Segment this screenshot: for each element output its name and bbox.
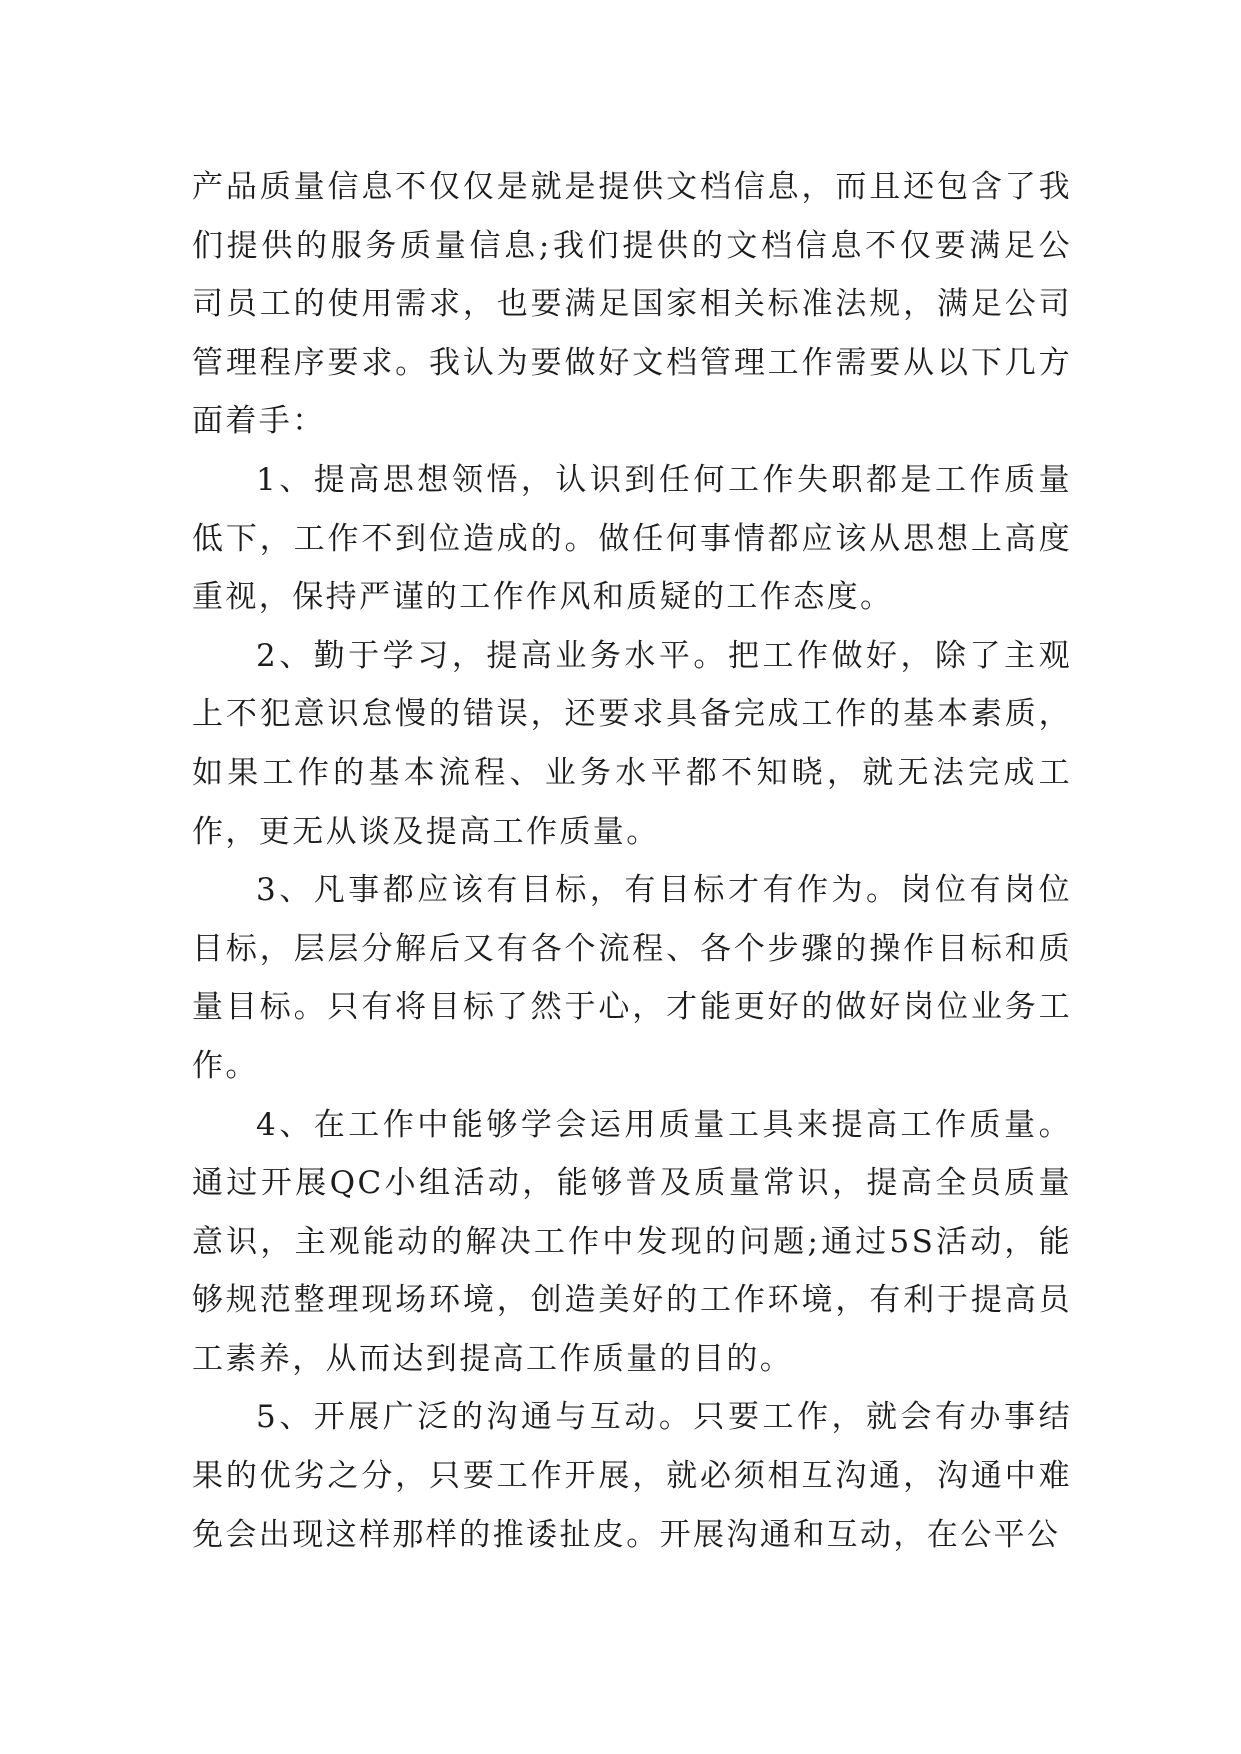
paragraph-point-4: 4、在工作中能够学会运用质量工具来提高工作质量。通过开展QC小组活动，能够普及质量常识，提高全员质量意识，主观能动的解决工作中发现的问题;通过5S活动，能够规范整理现场环境，创造美好的工作环境，有利于提高员工素养，从而达到提高工作质量的目的。	[192, 1106, 1072, 1377]
paragraph-point-3: 3、凡事都应该有目标，有目标才有作为。岗位有岗位目标，层层分解后又有各个流程、各个步骤的操作目标和质量目标。只有将目标了然于心，才能更好的做好岗位业务工作。	[192, 872, 1072, 1084]
document-body	[192, 158, 1072, 1564]
paragraph-point-1: 1、提高思想领悟，认识到任何工作失职都是工作质量低下，工作不到位造成的。做任何事情都应该从思想上高度重视，保持严谨的工作作风和质疑的工作态度。	[192, 461, 1072, 616]
paragraph-point-2: 2、勤于学习，提高业务水平。把工作做好，除了主观上不犯意识怠慢的错误，还要求具备完成工作的基本素质，如果工作的基本流程、业务水平都不知晓，就无法完成工作，更无从谈及提高工作质量。	[192, 637, 1072, 850]
paragraph-point-5: 5、开展广泛的沟通与互动。只要工作，就会有办事结果的优劣之分，只要工作开展，就必须相互沟通，沟通中难免会出现这样那样的推诿扯皮。开展沟通和互动，在公平公	[192, 1399, 1072, 1553]
paragraph-intro: 产品质量信息不仅仅是就是提供文档信息，而且还包含了我们提供的服务质量信息;我们提供的文档信息不仅要满足公司员工的使用需求，也要满足国家相关标准法规，满足公司管理程序要求。我认为要做好文档管理工作需要从以下几方面着手：	[192, 169, 1072, 440]
